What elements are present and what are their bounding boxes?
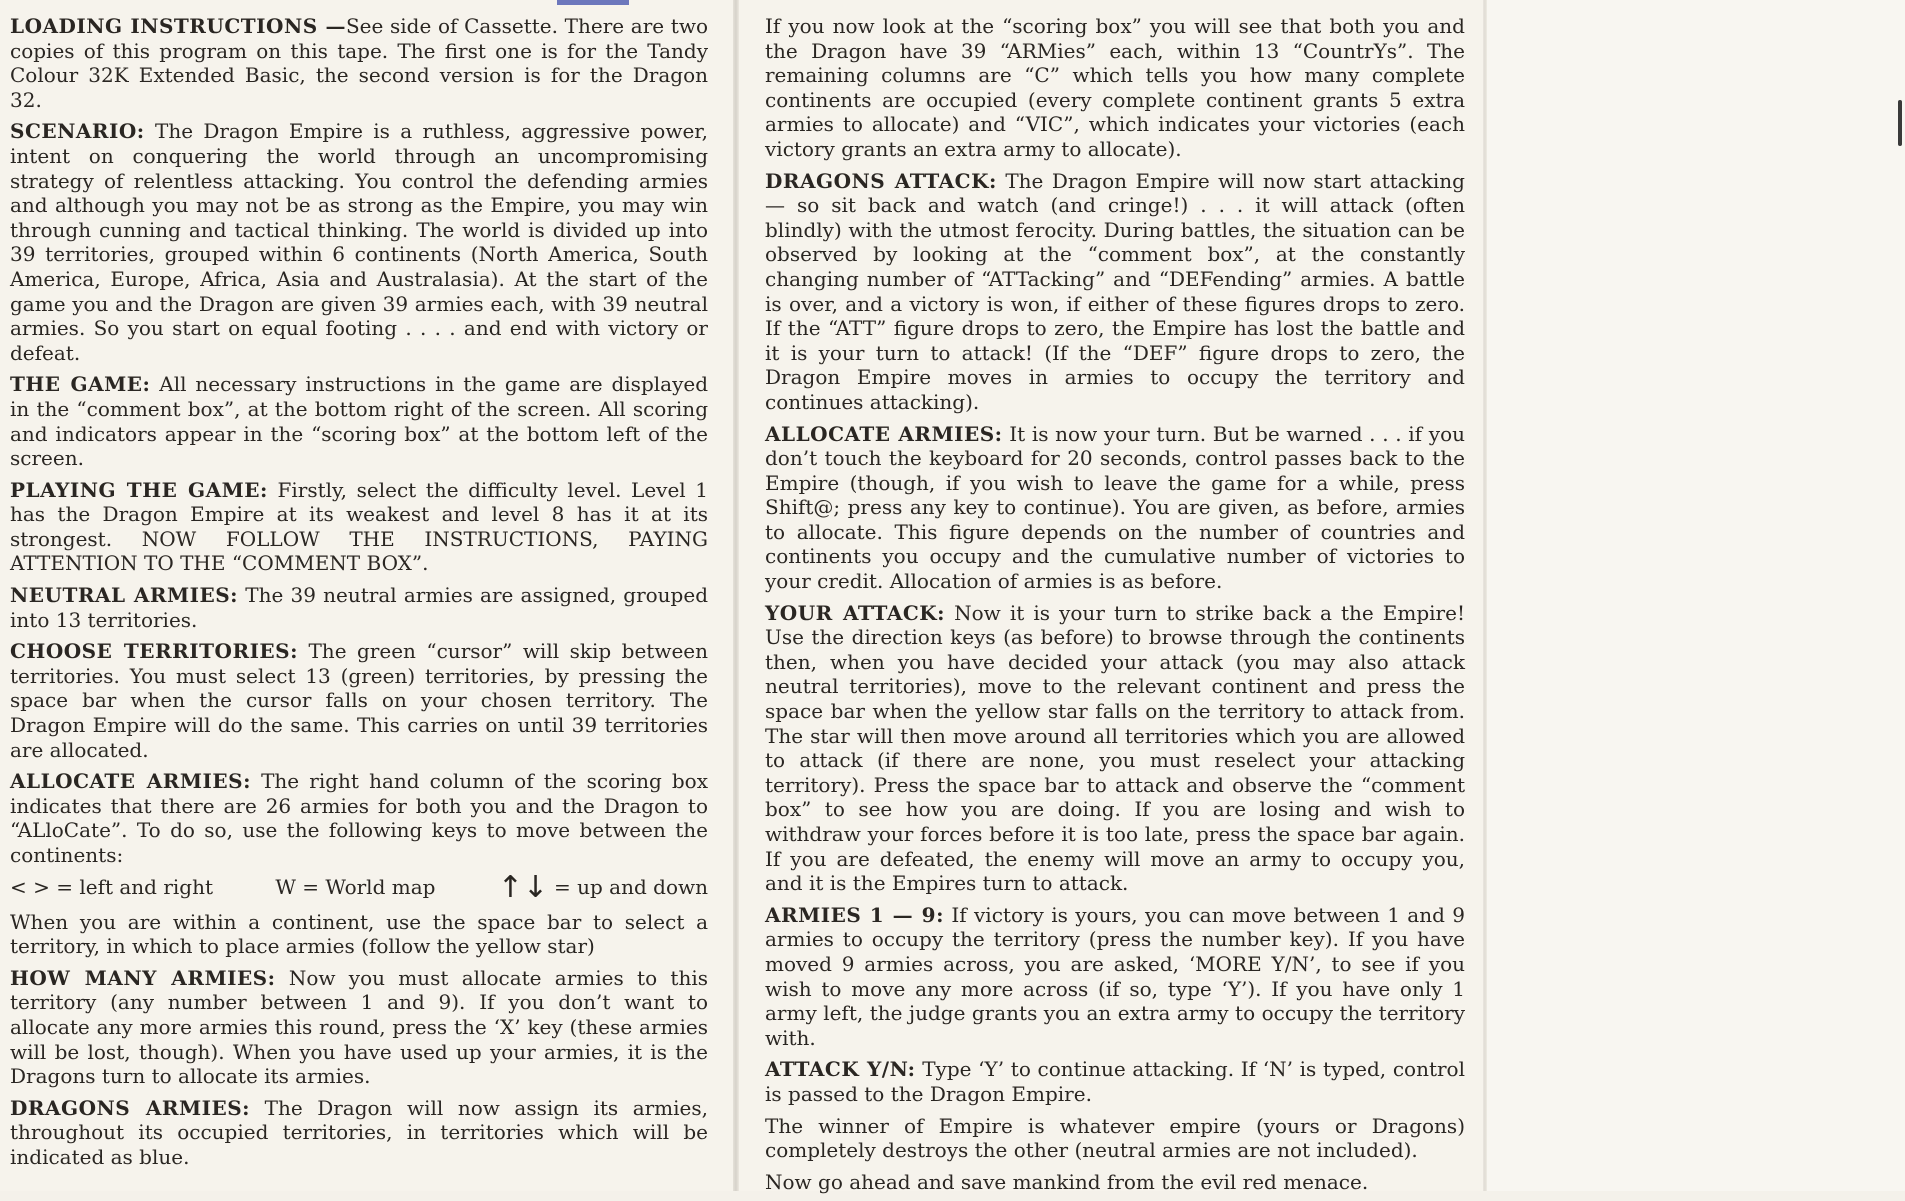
neutral-armies-paragraph [10, 583, 708, 632]
dragons-armies-paragraph [10, 1096, 708, 1170]
instructions-column-right [765, 14, 1465, 1201]
scoring-box-paragraph [765, 14, 1465, 162]
the-game-paragraph [10, 372, 708, 470]
your-attack-heading: YOUR ATTACK: [765, 600, 946, 625]
panel-fold-divider [733, 0, 739, 1191]
key-left-right: < > = left and right [10, 875, 214, 900]
loading-instructions-heading: LOADING INSTRUCTIONS — [10, 14, 346, 38]
allocate-armies-2-heading: ALLOCATE ARMIES: [765, 421, 1003, 446]
how-many-armies-paragraph [10, 966, 708, 1089]
dragons-attack-text: The Dragon Empire will now start attacking — so sit back and watch (and cringe!) . . . it will attack (often blindly) with the utmost ferocity. During battles, the situation can be observed by looking at the “comment box”, at the constantly changing number of “ATTacking” and “DEFending” armies. A battle is over, and a victory is won, if either of these figures drops to zero. If the “ATT” figure drops to zero, the Empire has lost the battle and it is your turn to attack! (If the “DEF” figure drops to zero, the Dragon Empire moves in armies to occupy the territory and continues attacking). [765, 168, 1465, 414]
how-many-armies-heading: HOW MANY ARMIES: [10, 965, 276, 990]
dragons-armies-text: The Dragon will now assign its armies, throughout its occupied territories, in territories which will be indicated as blue. [10, 1095, 709, 1169]
the-game-heading: THE GAME: [10, 372, 151, 397]
choose-territories-heading: CHOOSE TERRITORIES: [10, 639, 298, 664]
dragons-armies-heading: DRAGONS ARMIES: [10, 1095, 251, 1120]
neutral-armies-text: The 39 neutral armies are assigned, grouped into 13 territories. [10, 583, 708, 632]
dragons-attack-paragraph [765, 169, 1465, 415]
attack-yn-paragraph [765, 1057, 1465, 1106]
choose-territories-text: The green “cursor” will skip between territories. You must select 13 (green) territories, by pressing the space bar when the cursor falls on your chosen territory. The Dragon Empire will do the same. This carries on until 39 territories are allocated. [10, 639, 708, 762]
scoring-box-text: If you now look at the “scoring box” you will see that both you and the Dragon have 39 “ARMies” each, within 13 “CountrYs”. The remaining columns are “C” which tells you how many complete continents are occupied (every complete continent grants 5 extra armies to allocate) and “VIC”, which indicates your victories (each victory grants an extra army to allocate). [765, 14, 1465, 161]
playing-the-game-heading: PLAYING THE GAME: [10, 477, 268, 502]
instructions-column-left [10, 14, 708, 1177]
allocate-armies-2-paragraph [765, 422, 1465, 594]
up-down-arrows-icon: ↑↓ [497, 869, 549, 905]
key-legend [10, 869, 708, 905]
key-up-down-group [497, 869, 708, 905]
allocate-armies-2-text: It is now your turn. But be warned . . . if you don’t touch the keyboard for 20 seconds, control passes back to the Empire (though, if you wish to leave the game for a while, press Shift@; press any key to continue). You are given, as before, armies to allocate. This figure depends on the number of countries and continents you occupy and the cumulative number of victories to your credit. Allocation of armies is as before. [765, 421, 1465, 594]
key-world-map: W = World map [275, 875, 436, 900]
closing-text: Now go ahead and save mankind from the evil red menace. [765, 1169, 1369, 1194]
winner-paragraph [765, 1114, 1465, 1163]
loading-instructions-text: See side of Cassette. There are two copies of this program on this tape. The first one is for the Tandy Colour 32K Extended Basic, the second version is for the Dragon 32. [10, 14, 708, 112]
loading-instructions-paragraph [10, 14, 708, 112]
playing-the-game-paragraph [10, 478, 708, 576]
neutral-armies-heading: NEUTRAL ARMIES: [10, 583, 239, 608]
armies-1-9-paragraph [765, 903, 1465, 1051]
how-many-armies-text: Now you must allocate armies to this territory (any number between 1 and 9). If you don’t want to allocate any more armies this round, press the ‘X’ key (these armies will be lost, though). When you have used up your armies, it is the Dragons turn to allocate its armies. [10, 965, 709, 1089]
within-continent-text: When you are within a continent, use the space bar to select a territory, in which to place armies (follow the yellow star) [10, 909, 708, 959]
edge-mark [1898, 100, 1902, 146]
armies-1-9-text: If victory is yours, you can move between 1 and 9 armies to occupy the territory (press the number key). If you have moved 9 armies across, you are asked, ‘MORE Y/N’, to see if you wish to move any more across (if so, type ‘Y’). If you have only 1 army left, the judge grants you an extra army to occupy the territory with. [765, 902, 1465, 1050]
blue-print-mark [557, 0, 629, 5]
armies-1-9-heading: ARMIES 1 — 9: [765, 902, 944, 927]
key-up-down-label: = up and down [554, 875, 708, 900]
allocate-armies-paragraph [10, 769, 708, 867]
winner-text: The winner of Empire is whatever empire (yours or Dragons) completely destroys the other (neutral armies are not included). [765, 1113, 1465, 1163]
allocate-armies-heading: ALLOCATE ARMIES: [10, 769, 251, 794]
playing-the-game-text: Firstly, select the difficulty level. Level 1 has the Dragon Empire at its weakest and level 8 has it at its strongest. NOW FOLLOW THE INSTRUCTIONS, PAYING ATTENTION TO THE “COMMENT BOX”. [10, 477, 708, 576]
dragons-attack-heading: DRAGONS ATTACK: [765, 168, 997, 193]
your-attack-paragraph [765, 601, 1465, 896]
attack-yn-text: Type ‘Y’ to continue attacking. If ‘N’ is typed, control is passed to the Dragon Empire. [765, 1057, 1465, 1106]
the-game-text: All necessary instructions in the game are displayed in the “comment box”, at the bottom right of the screen. All scoring and indicators appear in the “scoring box” at the bottom left of the screen. [10, 372, 709, 471]
allocate-armies-text: The right hand column of the scoring box indicates that there are 26 armies for both you and the Dragon to “ALloCate”. To do so, use the following keys to move between the continents: [10, 769, 708, 867]
scenario-heading: SCENARIO: [10, 119, 145, 144]
choose-territories-paragraph [10, 639, 708, 762]
within-continent-paragraph [10, 910, 708, 959]
attack-yn-heading: ATTACK Y/N: [765, 1057, 916, 1082]
scenario-text: The Dragon Empire is a ruthless, aggressive power, intent on conquering the world through an uncompromising strategy of relentless attacking. You control the defending armies and although you may not be as strong as the Empire, you may win through cunning and tactical thinking. The world is divided up into 39 territories, grouped within 6 continents (North America, South America, Europe, Africa, Asia and Australasia). At the start of the game you and the Dragon are given 39 armies each, with 39 neutral armies. So you start on equal footing . . . . and end with victory or defeat. [10, 119, 708, 365]
blank-right-panel [1487, 0, 1905, 1191]
your-attack-text: Now it is your turn to strike back a the Empire! Use the direction keys (as before) to browse through the continents then, when you have decided your attack (you may also attack neutral territories), move to the relevant continent and press the space bar when the yellow star falls on the territory to attack from. The star will then move around all territories which you are allowed to attack (if there are none, you must reselect your attacking territory). Press the space bar to attack and observe the “comment box” to see how you are doing. If you are losing and wish to withdraw your forces before it is too late, press the space bar again. If you are defeated, the enemy will move an army to occupy you, and it is the Empires turn to attack. [765, 600, 1465, 896]
scenario-paragraph [10, 119, 708, 365]
